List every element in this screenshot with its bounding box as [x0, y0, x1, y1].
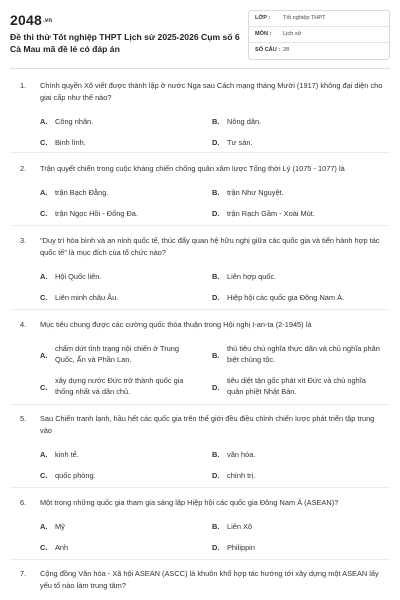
option-b[interactable]: Liên Xô	[227, 522, 253, 531]
question-number: 2.	[20, 164, 27, 173]
option-a[interactable]: kinh tế.	[55, 450, 79, 459]
option-letter-a: A.	[40, 188, 48, 197]
option-b[interactable]: thủ tiêu chủ nghĩa thực dân và chủ nghĩa phân biệt chủng tộc.	[227, 344, 380, 364]
option-letter-a: A.	[40, 117, 48, 126]
option-a[interactable]: Mỹ	[55, 522, 65, 531]
meta-row-count	[249, 43, 389, 59]
question-text: Sau Chiến tranh lạnh, hầu hết các quốc gia trên thế giới đều điều chỉnh chiến lược phát triển tập trung vào	[40, 414, 375, 435]
meta-key-class: LỚP :	[255, 15, 271, 21]
option-b[interactable]: văn hóa.	[227, 450, 256, 459]
option-letter-c: C.	[40, 209, 48, 218]
meta-key-count: SỐ CÂU :	[255, 47, 281, 53]
meta-row-class	[249, 11, 389, 27]
question-divider	[10, 404, 390, 405]
question-text: Một trong những quốc gia tham gia sáng lập Hiệp hội các quốc gia Đông Nam Á (ASEAN)?	[40, 498, 339, 507]
option-letter-c: C.	[40, 383, 48, 392]
option-letter-b: B.	[212, 450, 220, 459]
option-b[interactable]: Liên hợp quốc.	[227, 272, 277, 281]
option-letter-b: B.	[212, 272, 220, 281]
question-divider	[10, 559, 390, 560]
option-letter-b: B.	[212, 117, 220, 126]
option-c[interactable]: xây dựng nước Đức trở thành quốc gia thống nhất và dân chủ.	[55, 376, 184, 396]
question-number: 1.	[20, 81, 27, 90]
question-text: "Duy trì hòa bình và an ninh quốc tế, thúc đẩy quan hệ hữu nghị giữa các quốc gia và tiến hành hợp tác quốc tế" là mục đích của tổ chức nào?	[40, 236, 380, 257]
option-c[interactable]: Anh	[55, 543, 69, 552]
option-c[interactable]: Liên minh châu Âu.	[55, 293, 119, 302]
option-d[interactable]: chính trị.	[227, 471, 256, 480]
option-letter-d: D.	[212, 209, 220, 218]
option-letter-a: A.	[40, 272, 48, 281]
option-letter-a: A.	[40, 522, 48, 531]
option-d[interactable]: Philippin	[227, 543, 255, 552]
option-a[interactable]: chấm dứt tình trạng nội chiến ở Trung Quốc, Ấn và Phần Lan.	[55, 344, 180, 364]
option-letter-d: D.	[212, 471, 220, 480]
option-letter-a: A.	[40, 351, 48, 360]
question-number: 4.	[20, 320, 27, 329]
option-letter-c: C.	[40, 138, 48, 147]
option-letter-c: C.	[40, 543, 48, 552]
option-letter-b: B.	[212, 351, 220, 360]
page-title: Đề thi thử Tốt nghiệp THPT Lịch sử 2025-2026 Cụm số 6 Cà Mau mã đề lẻ có đáp án	[10, 32, 240, 54]
question-text: Mục tiêu chung được các cường quốc thỏa thuận trong Hội nghị I-an-ta (2-1945) là	[40, 320, 312, 329]
question-number: 5.	[20, 414, 27, 423]
option-letter-c: C.	[40, 293, 48, 302]
option-letter-d: D.	[212, 138, 220, 147]
header-divider	[10, 68, 390, 69]
option-a[interactable]: trận Bạch Đằng.	[55, 188, 109, 197]
option-a[interactable]: Công nhân.	[55, 117, 94, 126]
option-letter-a: A.	[40, 450, 48, 459]
option-c[interactable]: trận Ngọc Hồi - Đống Đa.	[55, 209, 138, 218]
option-b[interactable]: Nông dân.	[227, 117, 262, 126]
logo-text: 2048	[10, 12, 42, 28]
option-letter-d: D.	[212, 383, 220, 392]
meta-value-subject: Lịch sử	[283, 31, 302, 37]
question-divider	[10, 152, 390, 153]
option-c[interactable]: Binh lính.	[55, 138, 86, 147]
option-c[interactable]: quốc phòng.	[55, 471, 96, 480]
question-number: 7.	[20, 569, 27, 578]
question-number: 6.	[20, 498, 27, 507]
question-divider	[10, 309, 390, 310]
option-letter-d: D.	[212, 543, 220, 552]
option-letter-b: B.	[212, 188, 220, 197]
option-a[interactable]: Hội Quốc liên.	[55, 272, 102, 281]
site-logo[interactable]	[10, 12, 52, 28]
meta-row-subject	[249, 27, 389, 43]
exam-header	[0, 0, 400, 78]
option-letter-b: B.	[212, 522, 220, 531]
question-text: Chính quyền Xô viết được thành lập ở nước Nga sau Cách mạng tháng Mười (1917) không đại diện cho giai cấp như thế nào?	[40, 81, 383, 102]
question-divider	[10, 225, 390, 226]
logo-suffix: .vn	[42, 18, 53, 25]
question-number: 3.	[20, 236, 27, 245]
option-d[interactable]: Tư sản.	[227, 138, 253, 147]
option-letter-c: C.	[40, 471, 48, 480]
question-text: Cộng đồng Văn hóa - Xã hội ASEAN (ASCC) là khuôn khổ hợp tác hướng tới xây dựng một ASEAN lấy yếu tố nào làm trung tâm?	[40, 569, 379, 590]
meta-value-count: 28	[283, 47, 290, 53]
option-d[interactable]: tiêu diệt tận gốc phát xít Đức và chủ nghĩa quân phiệt Nhật Bản.	[227, 376, 366, 396]
option-d[interactable]: trận Rạch Gầm - Xoài Mút.	[227, 209, 315, 218]
option-d[interactable]: Hiệp hội các quốc gia Đông Nam Á.	[227, 293, 345, 302]
question-divider	[10, 487, 390, 488]
option-letter-d: D.	[212, 293, 220, 302]
meta-key-subject: MÔN :	[255, 31, 272, 37]
meta-value-class: Tốt nghiệp THPT	[283, 15, 326, 21]
option-b[interactable]: trận Như Nguyệt.	[227, 188, 284, 197]
exam-meta-box	[248, 10, 390, 60]
question-text: Trận quyết chiến trong cuộc kháng chiến chống quân xâm lược Tống thời Lý (1075 - 1077) là	[40, 164, 345, 173]
